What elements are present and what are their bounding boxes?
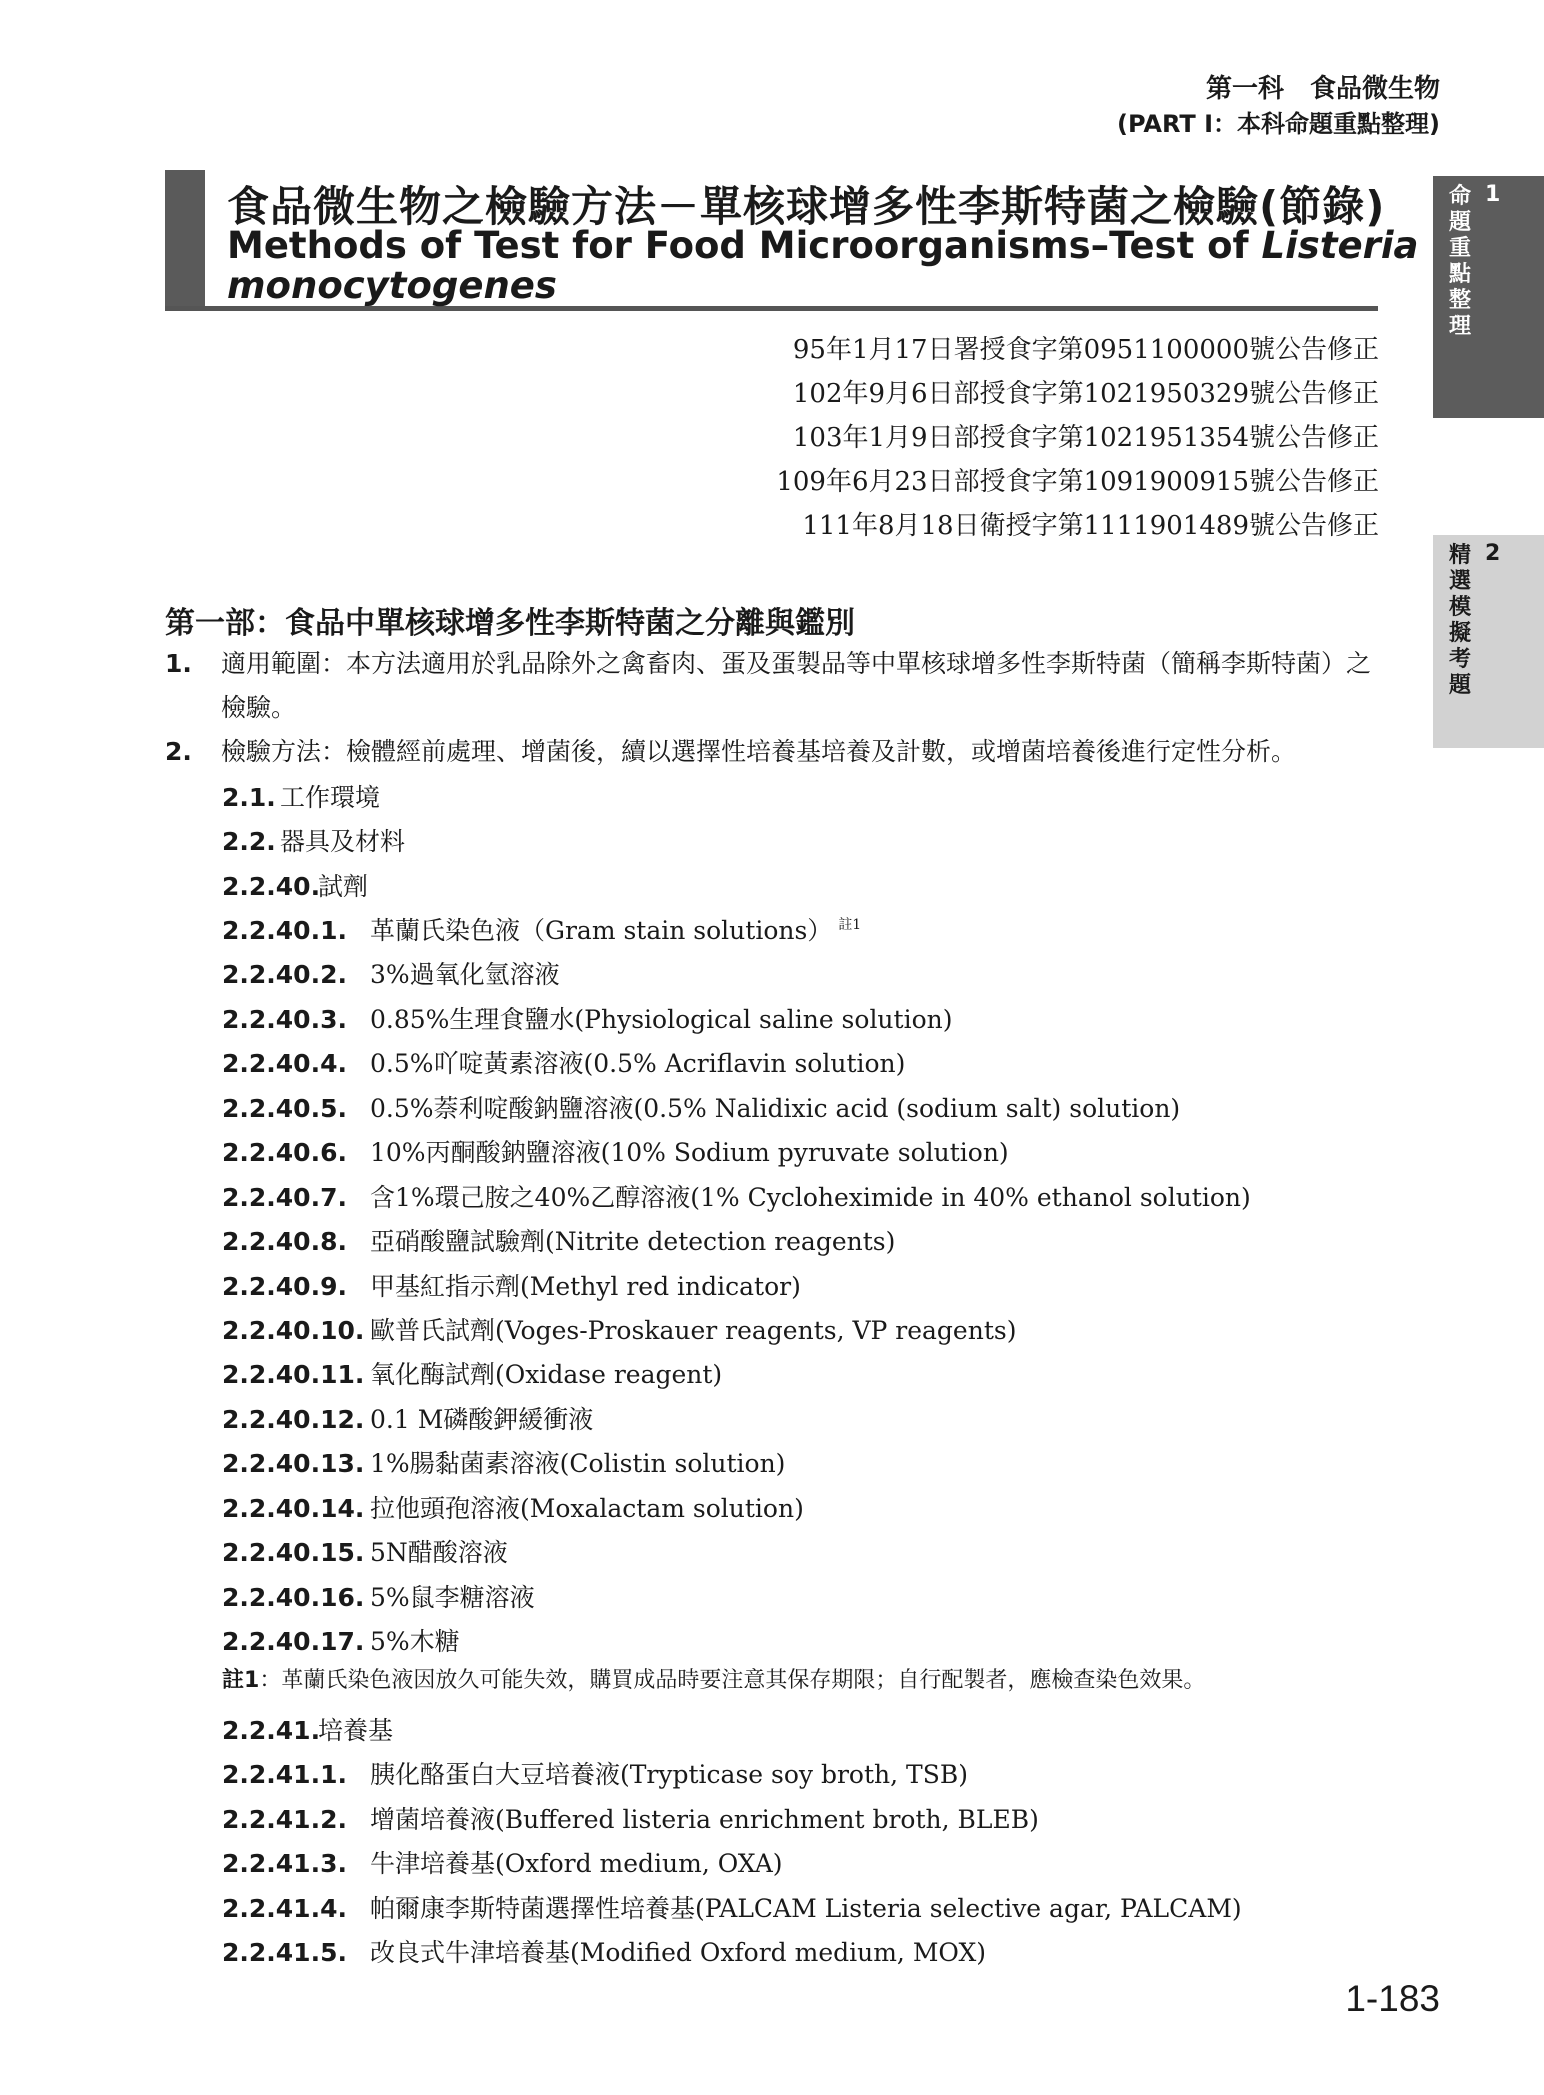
section-text: 適用範圍：本方法適用於乳品除外之禽畜肉、蛋及蛋製品等中單核球增多性李斯特菌（簡稱李斯特菌）之檢驗。	[221, 649, 1372, 722]
amendment-line: 103年1月9日部授食字第1021951354號公告修正	[792, 423, 1379, 453]
item-number: 2.2.40.11.	[222, 1360, 365, 1389]
part-heading: 第一部：食品中單核球增多性李斯特菌之分離與鑑別	[165, 606, 855, 641]
title-accent-bar	[165, 170, 205, 306]
reagent-item	[222, 1089, 1180, 1125]
media-item	[222, 1933, 986, 1969]
side-tab-practice-questions[interactable]	[1433, 535, 1544, 748]
item-text: 胰化酪蛋白大豆培養液(Trypticase soy broth, TSB)	[370, 1760, 968, 1789]
item-number: 2.2.40.15.	[222, 1538, 365, 1567]
reagent-item	[222, 1178, 1251, 1214]
side-tab-number: 1	[1485, 182, 1501, 207]
subsection-item	[222, 778, 380, 814]
side-tab-label: 精選模擬考題	[1448, 543, 1471, 698]
item-text: 氧化酶試劑(Oxidase reagent)	[370, 1360, 723, 1389]
item-number: 2.2.40.1.	[222, 916, 347, 945]
item-text: 試劑	[318, 872, 369, 901]
item-number: 2.2.40.9.	[222, 1272, 347, 1301]
item-text: 拉他頭孢溶液(Moxalactam solution)	[370, 1494, 804, 1523]
item-text: 改良式牛津培養基(Modified Oxford medium, MOX)	[370, 1938, 987, 1967]
item-text: 0.85%生理食鹽水(Physiological saline solution)	[370, 1005, 953, 1034]
item-text: 牛津培養基(Oxford medium, OXA)	[370, 1849, 783, 1878]
item-text: 5N醋酸溶液	[370, 1538, 508, 1567]
reagent-item	[222, 1222, 895, 1258]
subsection-item	[222, 867, 368, 903]
reagent-item	[222, 1311, 1016, 1347]
item-text: 亞硝酸鹽試驗劑(Nitrite detection reagents)	[370, 1227, 896, 1256]
title-english-line2: monocytogenes	[227, 264, 557, 307]
item-text: 革蘭氏染色液（Gram stain solutions）	[370, 916, 833, 945]
subsection-item	[222, 822, 405, 858]
footnote-marker: 註1	[838, 917, 862, 933]
reagent-item	[222, 1489, 804, 1525]
footnote-text: ：革蘭氏染色液因放久可能失效，購買成品時要注意其保存期限；自行配製者，應檢查染色效果。	[259, 1668, 1206, 1693]
reagent-item	[222, 1044, 905, 1080]
footnote-label: 註1	[222, 1668, 260, 1693]
reagent-item	[222, 911, 861, 947]
item-number: 2.2.41.5.	[222, 1938, 347, 1967]
media-item	[222, 1889, 1242, 1925]
item-number: 2.2.40.17.	[222, 1627, 365, 1656]
reagent-item	[222, 1578, 535, 1614]
reagent-item	[222, 955, 560, 991]
reagent-item	[222, 1133, 1009, 1169]
item-text: 增菌培養液(Buffered listeria enrichment broth, BLEB)	[370, 1805, 1039, 1834]
page-number: 1-183	[1345, 1978, 1440, 2019]
reagent-item	[222, 1000, 952, 1036]
title-english-italic: Listeria	[1261, 224, 1419, 267]
item-text: 5%鼠李糖溶液	[370, 1583, 535, 1612]
item-number: 2.2.40.14.	[222, 1494, 365, 1523]
amendment-line: 109年6月23日部授食字第1091900915號公告修正	[776, 467, 1379, 497]
item-text: 0.1 M磷酸鉀緩衝液	[370, 1405, 594, 1434]
side-tab-key-points[interactable]	[1433, 176, 1544, 418]
item-number: 2.2.40.2.	[222, 960, 347, 989]
running-header-part: (PART I：本科命題重點整理)	[1117, 110, 1440, 138]
item-number: 2.2.40.8.	[222, 1227, 347, 1256]
item-text: 含1%環己胺之40%乙醇溶液(1% Cycloheximide in 40% ethanol solution)	[370, 1183, 1251, 1212]
title-english-prefix: Methods of Test for Food Microorganisms–Test of	[227, 224, 1262, 267]
side-tab-number: 2	[1485, 541, 1501, 566]
item-text: 0.5%吖啶黃素溶液(0.5% Acriflavin solution)	[370, 1049, 906, 1078]
section-number: 2.	[165, 737, 192, 766]
item-number: 2.2.40.10.	[222, 1316, 365, 1345]
item-text: 1%腸黏菌素溶液(Colistin solution)	[370, 1449, 786, 1478]
item-number: 2.2.40.6.	[222, 1138, 347, 1167]
title-chinese: 食品微生物之檢驗方法－單核球增多性李斯特菌之檢驗(節錄)	[227, 182, 1386, 231]
item-text: 10%丙酮酸鈉鹽溶液(10% Sodium pyruvate solution)	[370, 1138, 1009, 1167]
section-1	[165, 642, 1380, 730]
title-english-line1	[227, 224, 1419, 267]
item-text: 工作環境	[280, 783, 381, 812]
item-number: 2.2.40.16.	[222, 1583, 365, 1612]
item-number: 2.2.40.13.	[222, 1449, 365, 1478]
item-number: 2.2.	[222, 827, 276, 856]
media-heading	[222, 1711, 393, 1747]
item-number: 2.2.41.	[222, 1716, 321, 1745]
amendment-line: 102年9月6日部授食字第1021950329號公告修正	[792, 379, 1379, 409]
item-number: 2.2.40.	[222, 872, 321, 901]
amendment-line: 111年8月18日衛授字第1111901489號公告修正	[802, 511, 1379, 541]
footnote	[222, 1663, 1205, 1694]
item-number: 2.2.40.12.	[222, 1405, 365, 1434]
running-header-subject: 第一科 食品微生物	[1205, 74, 1440, 104]
item-number: 2.2.41.2.	[222, 1805, 347, 1834]
section-number: 1.	[165, 649, 192, 678]
reagent-item	[222, 1444, 785, 1480]
item-text: 3%過氧化氫溶液	[370, 960, 560, 989]
section-text: 檢驗方法：檢體經前處理、增菌後，續以選擇性培養基培養及計數，或增菌培養後進行定性分析。	[221, 737, 1297, 766]
item-number: 2.2.40.7.	[222, 1183, 347, 1212]
media-item	[222, 1755, 968, 1791]
item-text: 器具及材料	[280, 827, 406, 856]
amendment-list	[776, 328, 1379, 548]
item-number: 2.2.41.1.	[222, 1760, 347, 1789]
reagent-item	[222, 1533, 508, 1569]
item-number: 2.2.41.3.	[222, 1849, 347, 1878]
item-text: 5%木糖	[370, 1627, 460, 1656]
section-2	[165, 730, 1380, 774]
reagent-item	[222, 1400, 593, 1436]
title-block	[165, 170, 1419, 311]
media-item	[222, 1800, 1039, 1836]
reagent-item	[222, 1267, 801, 1303]
item-text: 0.5%萘利啶酸鈉鹽溶液(0.5% Nalidixic acid (sodium salt) solution)	[370, 1094, 1181, 1123]
item-number: 2.2.41.4.	[222, 1894, 347, 1923]
amendment-line: 95年1月17日署授食字第0951100000號公告修正	[792, 335, 1379, 365]
item-text: 甲基紅指示劑(Methyl red indicator)	[370, 1272, 801, 1301]
item-number: 2.2.40.5.	[222, 1094, 347, 1123]
reagent-item	[222, 1355, 722, 1391]
media-item	[222, 1844, 783, 1880]
item-text: 培養基	[318, 1716, 394, 1745]
reagent-item	[222, 1622, 460, 1658]
item-number: 2.2.40.4.	[222, 1049, 347, 1078]
side-tab-label: 命題重點整理	[1448, 184, 1471, 339]
item-text: 帕爾康李斯特菌選擇性培養基(PALCAM Listeria selective agar, PALCAM)	[370, 1894, 1242, 1923]
item-number: 2.1.	[222, 783, 276, 812]
item-text: 歐普氏試劑(Voges-Proskauer reagents, VP reagents)	[370, 1316, 1017, 1345]
item-number: 2.2.40.3.	[222, 1005, 347, 1034]
